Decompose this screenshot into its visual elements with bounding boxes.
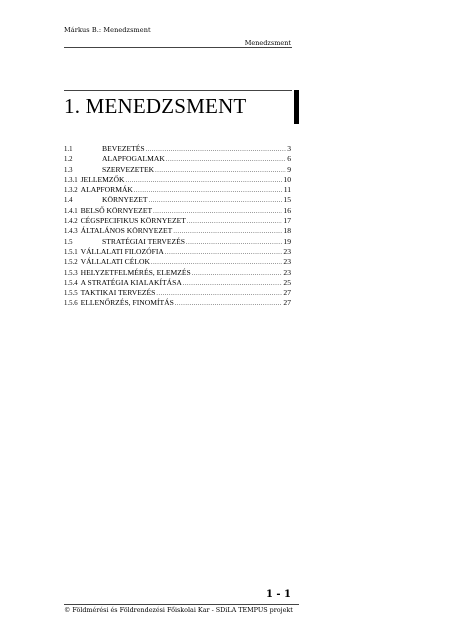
toc-entry[interactable] (64, 268, 291, 278)
toc-leader-dots (166, 155, 286, 165)
toc-label: ALAPFOGALMAK (102, 154, 165, 164)
toc-leader-dots (134, 186, 283, 196)
toc-number: 1.4.3 (64, 228, 78, 236)
toc-leader-dots (175, 299, 283, 309)
footer-copyright: © Földmérési és Földrendezési Főiskolai Kar - SDiLA TEMPUS projekt (64, 606, 293, 614)
toc-leader-dots (165, 248, 283, 258)
toc-page-number: 6 (287, 154, 291, 164)
toc-page-number: 17 (283, 216, 291, 226)
toc-label: STRATÉGIAI TERVEZÉS (102, 236, 185, 246)
toc-page-number: 18 (283, 226, 291, 236)
toc-label: VÁLLALATI CÉLOK (80, 257, 150, 267)
toc-number: 1.4 (64, 197, 73, 205)
toc-label: ÁLTALÁNOS KÖRNYEZET (80, 226, 173, 236)
toc-page-number: 25 (283, 277, 291, 287)
toc-page-number: 3 (287, 144, 291, 153)
toc-number: 1.1 (64, 146, 73, 153)
toc-leader-dots (156, 289, 282, 299)
toc-number: 1.5.2 (64, 259, 78, 267)
toc-page-number: 11 (283, 185, 291, 195)
toc-number: 1.3 (64, 166, 73, 174)
toc-label: ALAPFORMÁK (80, 185, 133, 195)
running-header-title: Menedzsment (244, 39, 291, 47)
title-divider (64, 90, 292, 91)
toc-label: CÉGSPECIFIKUS KÖRNYEZET (80, 216, 186, 226)
toc-entry[interactable] (64, 288, 291, 298)
toc-number: 1.2 (64, 156, 73, 164)
toc-entry[interactable] (64, 154, 291, 164)
toc-entry[interactable] (64, 237, 291, 247)
toc-leader-dots (125, 176, 282, 186)
toc-label: BELSŐ KÖRNYEZET (80, 205, 153, 215)
toc-leader-dots (183, 279, 283, 289)
toc-entry[interactable] (64, 195, 291, 205)
toc-label: VÁLLALATI FILOZÓFIA (80, 246, 164, 256)
toc-entry[interactable] (64, 165, 291, 175)
toc-number: 1.5.5 (64, 290, 78, 298)
toc-number: 1.4.2 (64, 218, 78, 226)
toc-page-number: 23 (283, 257, 291, 267)
toc-leader-dots (186, 238, 282, 248)
running-header-author: Márkus B.: Menedzsment (64, 26, 151, 34)
toc-entry[interactable] (64, 247, 291, 257)
toc-page-number: 9 (287, 164, 291, 174)
toc-number: 1.3.2 (64, 187, 78, 195)
chapter-marker-bar (294, 90, 299, 124)
toc-page-number: 23 (283, 267, 291, 277)
toc-page-number: 16 (283, 205, 291, 215)
toc-number: 1.4.1 (64, 207, 78, 215)
toc-label: SZERVEZETEK (102, 164, 155, 174)
toc-entry[interactable] (64, 144, 291, 154)
table-of-contents (64, 144, 291, 309)
toc-label: ELLENŐRZÉS, FINOMÍTÁS (80, 298, 174, 308)
toc-label: BEVEZETÉS (102, 144, 145, 153)
toc-leader-dots (146, 145, 287, 155)
footer-divider (64, 604, 299, 605)
toc-page-number: 27 (283, 298, 291, 308)
toc-number: 1.5.1 (64, 248, 78, 256)
toc-label: HELYZETFELMÉRÉS, ELEMZÉS (80, 267, 191, 277)
toc-entry[interactable] (64, 298, 291, 308)
toc-label: KÖRNYEZET (102, 195, 148, 205)
toc-entry[interactable] (64, 185, 291, 195)
toc-entry[interactable] (64, 278, 291, 288)
toc-label: A STRATÉGIA KIALAKÍTÁSA (80, 277, 182, 287)
toc-leader-dots (149, 196, 283, 206)
toc-page-number: 19 (283, 236, 291, 246)
toc-label: TAKTIKAI TERVEZÉS (80, 288, 156, 298)
toc-leader-dots (192, 269, 283, 279)
toc-number: 1.5.4 (64, 279, 78, 287)
toc-page-number: 15 (283, 195, 291, 205)
toc-page-number: 23 (283, 246, 291, 256)
toc-entry[interactable] (64, 175, 291, 185)
toc-number: 1.5 (64, 238, 73, 246)
chapter-title: 1. MENEDZSMENT (64, 94, 247, 118)
toc-entry[interactable] (64, 226, 291, 236)
toc-entry[interactable] (64, 206, 291, 216)
toc-leader-dots (173, 227, 282, 237)
toc-entry[interactable] (64, 257, 291, 267)
toc-number: 1.3.1 (64, 176, 78, 184)
page-number: 1 - 1 (265, 589, 291, 600)
toc-leader-dots (187, 217, 283, 227)
toc-number: 1.5.6 (64, 300, 78, 308)
toc-page-number: 10 (283, 174, 291, 184)
toc-entry[interactable] (64, 216, 291, 226)
toc-leader-dots (155, 166, 286, 176)
toc-number: 1.5.3 (64, 269, 78, 277)
header-divider (64, 47, 292, 48)
toc-page-number: 27 (283, 288, 291, 298)
toc-label: JELLEMZŐK (80, 174, 125, 184)
